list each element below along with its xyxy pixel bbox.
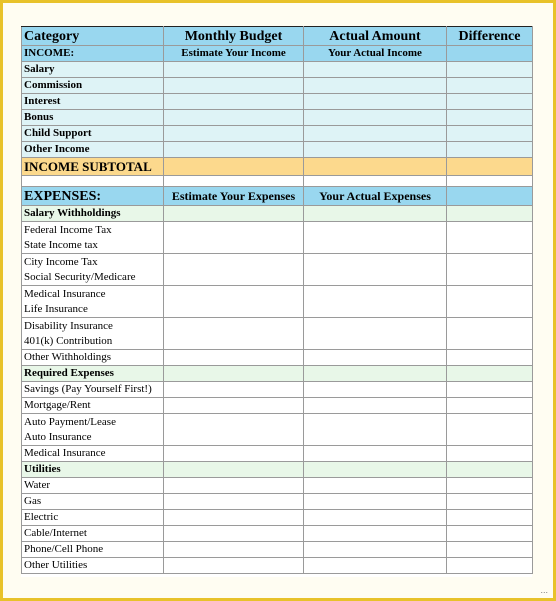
header-category: Category [22, 27, 164, 46]
expense-budget-cell[interactable] [164, 558, 304, 574]
income-item-label: Commission [22, 78, 164, 94]
spacer-cell [447, 176, 533, 187]
expense-row [22, 318, 533, 350]
expense-item-label [22, 350, 164, 366]
income-row [22, 126, 533, 142]
expenses-label: EXPENSES: [22, 187, 164, 206]
expense-budget-cell[interactable] [164, 446, 304, 462]
expense-actual-cell[interactable] [304, 286, 447, 318]
expense-budget-cell[interactable] [164, 526, 304, 542]
expense-actual-cell[interactable] [304, 350, 447, 366]
income-item-difference-cell[interactable] [447, 126, 533, 142]
expense-item-label [22, 222, 164, 254]
section-actual-cell[interactable] [304, 206, 447, 222]
expense-difference-cell[interactable] [447, 526, 533, 542]
expense-row [22, 542, 533, 558]
expense-row [22, 254, 533, 286]
expense-row [22, 558, 533, 574]
expense-item-label [22, 526, 164, 542]
income-item-difference-cell[interactable] [447, 78, 533, 94]
expense-item-text: Disability Insurance [24, 319, 113, 332]
expense-item-text: Savings (Pay Yourself First!) [24, 383, 152, 395]
expense-budget-cell[interactable] [164, 542, 304, 558]
income-row [22, 62, 533, 78]
expense-difference-cell[interactable] [447, 510, 533, 526]
expense-item-label [22, 446, 164, 462]
expense-budget-cell[interactable] [164, 382, 304, 398]
expense-item-text: Gas [24, 495, 42, 507]
expense-actual-cell[interactable] [304, 446, 447, 462]
income-item-label: Salary [22, 62, 164, 78]
expense-difference-cell[interactable] [447, 446, 533, 462]
expense-row [22, 414, 533, 446]
income-item-actual-cell[interactable] [304, 94, 447, 110]
income-item-label: Bonus [22, 110, 164, 126]
expense-actual-cell[interactable] [304, 542, 447, 558]
expense-row [22, 526, 533, 542]
income-item-actual-cell[interactable] [304, 126, 447, 142]
expense-row [22, 446, 533, 462]
income-item-label: Other Income [22, 142, 164, 158]
section-title: Required Expenses [22, 366, 164, 382]
expense-item-label [22, 398, 164, 414]
expense-budget-cell[interactable] [164, 510, 304, 526]
budget-table [21, 26, 533, 574]
expense-difference-cell[interactable] [447, 398, 533, 414]
spacer-cell [304, 176, 447, 187]
expense-actual-cell[interactable] [304, 254, 447, 286]
expense-item-text: State Income tax [24, 238, 98, 251]
expense-item-text: Federal Income Tax [24, 223, 112, 236]
budget-sheet [21, 26, 532, 577]
income-item-difference-cell[interactable] [447, 62, 533, 78]
section-header-row [22, 366, 533, 382]
expense-actual-cell[interactable] [304, 414, 447, 446]
income-actual-label: Your Actual Income [304, 46, 447, 62]
expense-actual-cell[interactable] [304, 382, 447, 398]
income-subtotal-budget-cell[interactable] [164, 158, 304, 176]
income-item-label: Interest [22, 94, 164, 110]
expense-item-text: Other Utilities [24, 559, 88, 571]
expense-item-text: City Income Tax [24, 255, 98, 268]
expense-item-label [22, 286, 164, 318]
expense-budget-cell[interactable] [164, 414, 304, 446]
expense-row [22, 382, 533, 398]
income-item-difference-cell[interactable] [447, 94, 533, 110]
section-title: Utilities [22, 462, 164, 478]
expense-actual-cell[interactable] [304, 510, 447, 526]
expense-item-text: Phone/Cell Phone [24, 543, 104, 555]
expense-item-label [22, 510, 164, 526]
expense-difference-cell[interactable] [447, 318, 533, 350]
section-budget-cell[interactable] [164, 206, 304, 222]
expense-difference-cell[interactable] [447, 350, 533, 366]
header-actual-amount: Actual Amount [304, 27, 447, 46]
expense-item-text: Cable/Internet [24, 527, 87, 539]
expense-difference-cell[interactable] [447, 222, 533, 254]
section-difference-cell[interactable] [447, 462, 533, 478]
spacer-row [22, 176, 533, 187]
expense-item-label [22, 494, 164, 510]
expense-actual-cell[interactable] [304, 478, 447, 494]
expenses-actual-label: Your Actual Expenses [304, 187, 447, 206]
income-item-actual-cell[interactable] [304, 142, 447, 158]
income-estimate-label: Estimate Your Income [164, 46, 304, 62]
expense-item-text: Social Security/Medicare [24, 270, 136, 283]
section-header-row [22, 206, 533, 222]
expense-difference-cell[interactable] [447, 254, 533, 286]
income-item-actual-cell[interactable] [304, 78, 447, 94]
section-actual-cell[interactable] [304, 462, 447, 478]
expense-budget-cell[interactable] [164, 286, 304, 318]
spacer-cell [164, 176, 304, 187]
income-item-difference-cell[interactable] [447, 110, 533, 126]
expense-actual-cell[interactable] [304, 558, 447, 574]
expense-item-label [22, 558, 164, 574]
expense-actual-cell[interactable] [304, 318, 447, 350]
expenses-difference-cell[interactable] [447, 187, 533, 206]
expense-item-text: Medical Insurance [24, 447, 106, 459]
expense-item-label [22, 414, 164, 446]
expense-item-text: Auto Insurance [24, 430, 92, 443]
expense-item-label [22, 254, 164, 286]
expense-item-label [22, 382, 164, 398]
expense-row [22, 478, 533, 494]
income-item-budget-cell[interactable] [164, 94, 304, 110]
income-row [22, 78, 533, 94]
expense-item-text: Auto Payment/Lease [24, 415, 116, 428]
spacer-cell [22, 176, 164, 187]
expense-item-text: Other Withholdings [24, 351, 112, 363]
expense-budget-cell[interactable] [164, 254, 304, 286]
income-subtotal-label: INCOME SUBTOTAL [22, 158, 164, 176]
section-header-row [22, 462, 533, 478]
expenses-header-row [22, 187, 533, 206]
income-item-budget-cell[interactable] [164, 78, 304, 94]
expense-difference-cell[interactable] [447, 414, 533, 446]
expense-item-label [22, 318, 164, 350]
income-item-budget-cell[interactable] [164, 142, 304, 158]
section-title: Salary Withholdings [22, 206, 164, 222]
expenses-estimate-label: Estimate Your Expenses [164, 187, 304, 206]
expense-item-text: Mortgage/Rent [24, 399, 91, 411]
expense-difference-cell[interactable] [447, 558, 533, 574]
income-item-actual-cell[interactable] [304, 62, 447, 78]
section-budget-cell[interactable] [164, 366, 304, 382]
income-item-label: Child Support [22, 126, 164, 142]
expense-row [22, 222, 533, 254]
expense-item-text: Electric [24, 511, 59, 523]
section-budget-cell[interactable] [164, 462, 304, 478]
income-item-actual-cell[interactable] [304, 110, 447, 126]
expense-difference-cell[interactable] [447, 382, 533, 398]
expense-item-text: Life Insurance [24, 302, 88, 315]
expense-difference-cell[interactable] [447, 286, 533, 318]
income-item-budget-cell[interactable] [164, 110, 304, 126]
income-item-budget-cell[interactable] [164, 126, 304, 142]
expense-row [22, 286, 533, 318]
expense-budget-cell[interactable] [164, 222, 304, 254]
income-difference-cell[interactable] [447, 46, 533, 62]
header-row [22, 27, 533, 46]
section-difference-cell[interactable] [447, 206, 533, 222]
expense-budget-cell[interactable] [164, 350, 304, 366]
expense-item-text: Water [24, 479, 50, 491]
expense-item-text: 401(k) Contribution [24, 334, 113, 347]
expense-budget-cell[interactable] [164, 318, 304, 350]
income-item-budget-cell[interactable] [164, 62, 304, 78]
expense-row [22, 494, 533, 510]
income-header-row [22, 46, 533, 62]
header-monthly-budget: Monthly Budget [164, 27, 304, 46]
section-actual-cell[interactable] [304, 366, 447, 382]
income-row [22, 142, 533, 158]
expense-item-text: Medical Insurance [24, 287, 106, 300]
income-subtotal-difference-cell[interactable] [447, 158, 533, 176]
expense-item-label [22, 542, 164, 558]
income-row [22, 110, 533, 126]
expense-budget-cell[interactable] [164, 398, 304, 414]
expense-actual-cell[interactable] [304, 494, 447, 510]
footer-dots: ... [540, 585, 548, 595]
income-row [22, 94, 533, 110]
header-difference: Difference [447, 27, 533, 46]
expense-row [22, 510, 533, 526]
section-difference-cell[interactable] [447, 366, 533, 382]
expense-actual-cell[interactable] [304, 222, 447, 254]
income-item-difference-cell[interactable] [447, 142, 533, 158]
expense-budget-cell[interactable] [164, 494, 304, 510]
expense-difference-cell[interactable] [447, 478, 533, 494]
expense-item-label [22, 478, 164, 494]
expense-row [22, 398, 533, 414]
income-subtotal-actual-cell[interactable] [304, 158, 447, 176]
expense-difference-cell[interactable] [447, 494, 533, 510]
expense-actual-cell[interactable] [304, 526, 447, 542]
expense-row [22, 350, 533, 366]
income-subtotal-row [22, 158, 533, 176]
expense-budget-cell[interactable] [164, 478, 304, 494]
expense-difference-cell[interactable] [447, 542, 533, 558]
expense-actual-cell[interactable] [304, 398, 447, 414]
income-label: INCOME: [22, 46, 164, 62]
